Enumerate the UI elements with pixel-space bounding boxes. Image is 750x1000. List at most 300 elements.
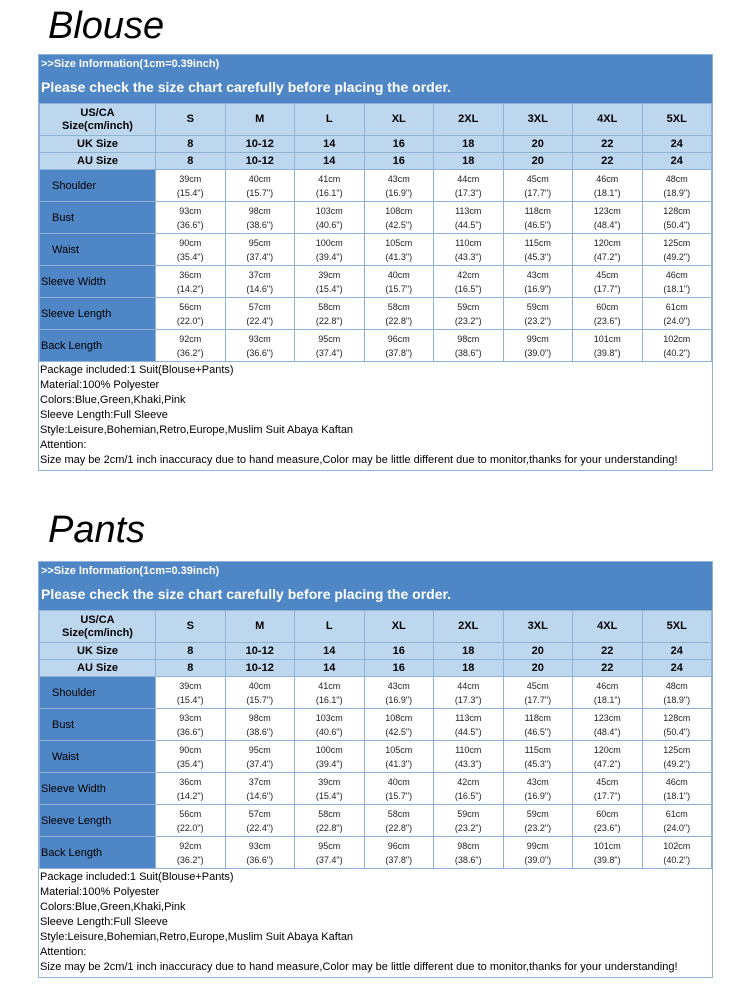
us-size-header-line: Size(cm/inch) — [62, 626, 133, 639]
cm-value: 56cm — [179, 301, 202, 312]
inch-value: (18.9") — [663, 187, 691, 198]
measurement-cell — [573, 837, 643, 869]
measurement-row — [40, 773, 712, 805]
cm-value: 59cm — [526, 301, 549, 312]
cm-value: 115cm — [524, 237, 551, 248]
measurement-cell — [503, 170, 573, 202]
measurement-label — [40, 837, 156, 869]
measurement-cell — [434, 266, 504, 298]
inch-value: (17.7") — [593, 283, 621, 294]
measurement-cell — [642, 330, 712, 362]
cm-value: 98cm — [457, 333, 480, 344]
inch-value: (45.3") — [524, 251, 552, 262]
inch-value: (36.2") — [176, 347, 204, 358]
size-label: 5XL — [642, 104, 712, 136]
uk-size-value: 20 — [503, 643, 573, 660]
measurement-label-text: Sleeve Length — [41, 814, 112, 827]
cm-value: 123cm — [593, 205, 621, 216]
size-label: S — [156, 611, 226, 643]
us-size-row — [40, 104, 712, 136]
size-label: 2XL — [434, 611, 504, 643]
cm-value: 45cm — [526, 173, 549, 184]
cm-value: 98cm — [457, 840, 480, 851]
uk-size-value: 14 — [295, 643, 365, 660]
measurement-row — [40, 330, 712, 362]
product-notes — [39, 362, 712, 470]
cm-value: 39cm — [318, 269, 341, 280]
cm-value: 123cm — [593, 712, 621, 723]
cm-value: 42cm — [457, 269, 480, 280]
cm-value: 90cm — [179, 744, 202, 755]
size-label: 2XL — [434, 104, 504, 136]
au-size-value: 14 — [295, 660, 365, 677]
measurement-row — [40, 170, 712, 202]
cm-value: 105cm — [385, 237, 413, 248]
measurement-cell — [364, 709, 434, 741]
measurement-cell — [503, 298, 573, 330]
measurement-cell — [503, 234, 573, 266]
size-info-heading: >>Size Information(1cm=0.39inch) — [41, 565, 220, 577]
measurement-cell — [225, 677, 295, 709]
inch-value: (14.6") — [246, 283, 274, 294]
measurement-row — [40, 837, 712, 869]
measurement-cell — [503, 266, 573, 298]
inch-value: (46.5") — [524, 219, 552, 230]
cm-value: 102cm — [663, 333, 691, 344]
measurement-cell — [503, 773, 573, 805]
inch-value: (37.4") — [315, 854, 343, 865]
cm-value: 108cm — [385, 205, 413, 216]
inch-value: (16.9") — [524, 283, 552, 294]
inch-value: (16.9") — [385, 694, 413, 705]
inch-value: (40.6") — [315, 219, 343, 230]
inch-value: (24.0") — [663, 315, 691, 326]
inch-value: (37.4") — [246, 758, 274, 769]
measurement-label — [40, 170, 156, 202]
au-size-value: 20 — [503, 660, 573, 677]
uk-size-header: UK Size — [40, 136, 156, 153]
cm-value: 58cm — [387, 808, 410, 819]
inch-value: (22.0") — [176, 822, 204, 833]
au-size-header: AU Size — [40, 153, 156, 170]
cm-value: 46cm — [596, 680, 619, 691]
pants-size-chart — [38, 561, 713, 978]
cm-value: 90cm — [179, 237, 202, 248]
note-line: Attention: — [40, 946, 87, 958]
inch-value: (23.2") — [454, 822, 482, 833]
cm-value: 40cm — [248, 680, 271, 691]
au-size-value: 24 — [642, 660, 712, 677]
inch-value: (23.2") — [524, 315, 552, 326]
cm-value: 118cm — [524, 205, 551, 216]
inch-value: (36.2") — [176, 854, 204, 865]
cm-value: 100cm — [315, 744, 343, 755]
cm-value: 61cm — [665, 301, 688, 312]
measurement-cell — [434, 330, 504, 362]
inch-value: (42.5") — [385, 726, 413, 737]
uk-size-value: 20 — [503, 136, 573, 153]
measurement-cell — [642, 773, 712, 805]
cm-value: 43cm — [387, 173, 410, 184]
measurement-cell — [642, 298, 712, 330]
size-info-banner — [39, 562, 712, 610]
measurement-cell — [573, 677, 643, 709]
cm-value: 95cm — [248, 237, 271, 248]
inch-value: (45.3") — [524, 758, 552, 769]
note-line: Sleeve Length:Full Sleeve — [40, 409, 168, 421]
au-size-value: 8 — [156, 660, 226, 677]
measurement-cell — [295, 837, 365, 869]
note-line: Attention: — [40, 439, 87, 451]
inch-value: (23.6") — [593, 822, 621, 833]
measurement-cell — [503, 330, 573, 362]
measurement-cell — [642, 805, 712, 837]
inch-value: (37.8") — [385, 347, 413, 358]
inch-value: (15.7") — [385, 790, 413, 801]
cm-value: 99cm — [526, 840, 549, 851]
cm-value: 43cm — [526, 776, 549, 787]
us-size-row — [40, 611, 712, 643]
measurement-cell — [503, 202, 573, 234]
note-line: Colors:Blue,Green,Khaki,Pink — [40, 394, 186, 406]
note-line: Material:100% Polyester — [40, 886, 160, 898]
measurement-cell — [434, 741, 504, 773]
au-size-value: 18 — [434, 153, 504, 170]
inch-value: (16.1") — [315, 694, 343, 705]
note-line: Material:100% Polyester — [40, 379, 160, 391]
cm-value: 118cm — [524, 712, 551, 723]
au-size-value: 10-12 — [225, 153, 295, 170]
cm-value: 58cm — [318, 301, 341, 312]
measurement-label — [40, 709, 156, 741]
inch-value: (15.7") — [385, 283, 413, 294]
measurement-cell — [225, 805, 295, 837]
cm-value: 120cm — [593, 237, 621, 248]
measurement-cell — [364, 234, 434, 266]
cm-value: 43cm — [387, 680, 410, 691]
cm-value: 93cm — [179, 205, 202, 216]
blouse-title: Blouse — [48, 5, 165, 47]
measurement-cell — [156, 837, 226, 869]
cm-value: 37cm — [248, 776, 271, 787]
inch-value: (46.5") — [524, 726, 552, 737]
measurement-cell — [295, 298, 365, 330]
inch-value: (36.6") — [246, 347, 274, 358]
measurement-row — [40, 805, 712, 837]
au-size-value: 20 — [503, 153, 573, 170]
measurement-cell — [364, 266, 434, 298]
uk-size-value: 10-12 — [225, 136, 295, 153]
uk-size-value: 14 — [295, 136, 365, 153]
inch-value: (22.4") — [246, 822, 274, 833]
size-label: 3XL — [503, 104, 573, 136]
measurement-cell — [642, 234, 712, 266]
measurement-row — [40, 266, 712, 298]
measurement-label-text: Back Length — [41, 339, 103, 352]
cm-value: 92cm — [179, 333, 202, 344]
measurement-label-text: Waist — [52, 750, 80, 763]
uk-size-value: 10-12 — [225, 643, 295, 660]
inch-value: (41.3") — [385, 758, 413, 769]
measurement-label — [40, 773, 156, 805]
size-info-heading: >>Size Information(1cm=0.39inch) — [41, 58, 220, 70]
measurement-cell — [503, 677, 573, 709]
cm-value: 41cm — [318, 173, 341, 184]
measurement-cell — [156, 741, 226, 773]
measurement-cell — [573, 298, 643, 330]
inch-value: (39.8") — [593, 854, 621, 865]
inch-value: (22.8") — [315, 315, 343, 326]
cm-value: 101cm — [593, 333, 621, 344]
measurement-cell — [225, 202, 295, 234]
cm-value: 45cm — [526, 680, 549, 691]
measurement-cell — [573, 773, 643, 805]
measurement-cell — [225, 709, 295, 741]
us-size-header-line: US/CA — [80, 613, 115, 626]
note-line: Size may be 2cm/1 inch inaccuracy due to hand measure,Color may be little different due to monitor,thanks for your understanding! — [40, 961, 678, 973]
measurement-cell — [156, 330, 226, 362]
cm-value: 96cm — [387, 333, 410, 344]
cm-value: 125cm — [663, 744, 691, 755]
inch-value: (23.2") — [524, 822, 552, 833]
measurement-label-text: Waist — [52, 243, 80, 256]
cm-value: 102cm — [663, 840, 691, 851]
measurement-label-text: Shoulder — [52, 179, 97, 192]
measurement-cell — [434, 773, 504, 805]
measurement-cell — [503, 709, 573, 741]
measurement-cell — [503, 741, 573, 773]
cm-value: 61cm — [665, 808, 688, 819]
measurement-cell — [573, 202, 643, 234]
uk-size-value: 18 — [434, 136, 504, 153]
measurement-cell — [434, 202, 504, 234]
uk-size-value: 8 — [156, 643, 226, 660]
inch-value: (39.0") — [524, 854, 552, 865]
measurement-label-text: Back Length — [41, 846, 103, 859]
cm-value: 128cm — [663, 205, 691, 216]
au-size-header: AU Size — [40, 660, 156, 677]
measurement-cell — [364, 677, 434, 709]
cm-value: 98cm — [248, 712, 271, 723]
inch-value: (17.7") — [524, 694, 552, 705]
measurement-label — [40, 741, 156, 773]
inch-value: (23.6") — [593, 315, 621, 326]
size-label: 5XL — [642, 611, 712, 643]
measurement-row — [40, 741, 712, 773]
au-size-value: 14 — [295, 153, 365, 170]
cm-value: 46cm — [665, 269, 688, 280]
cm-value: 103cm — [315, 712, 343, 723]
measurement-cell — [434, 805, 504, 837]
inch-value: (37.4") — [315, 347, 343, 358]
uk-size-value: 24 — [642, 136, 712, 153]
inch-value: (14.2") — [176, 790, 204, 801]
uk-size-value: 16 — [364, 136, 434, 153]
inch-value: (50.4") — [663, 219, 691, 230]
measurement-cell — [573, 170, 643, 202]
note-line: Package included:1 Suit(Blouse+Pants) — [40, 364, 234, 376]
size-label: XL — [364, 611, 434, 643]
size-label: M — [225, 611, 295, 643]
measurement-cell — [364, 170, 434, 202]
inch-value: (22.0") — [176, 315, 204, 326]
inch-value: (44.5") — [454, 219, 482, 230]
cm-value: 58cm — [318, 808, 341, 819]
measurement-cell — [642, 677, 712, 709]
measurement-cell — [295, 266, 365, 298]
cm-value: 48cm — [665, 680, 688, 691]
au-size-value: 18 — [434, 660, 504, 677]
cm-value: 128cm — [663, 712, 691, 723]
cm-value: 110cm — [455, 744, 482, 755]
measurement-cell — [573, 330, 643, 362]
size-label: 4XL — [573, 611, 643, 643]
cm-value: 100cm — [315, 237, 343, 248]
measurement-cell — [573, 709, 643, 741]
measurement-cell — [295, 805, 365, 837]
inch-value: (37.4") — [246, 251, 274, 262]
size-label: L — [295, 611, 365, 643]
measurement-cell — [434, 837, 504, 869]
inch-value: (35.4") — [176, 251, 204, 262]
size-label: XL — [364, 104, 434, 136]
measurement-cell — [642, 170, 712, 202]
measurement-cell — [156, 773, 226, 805]
inch-value: (22.4") — [246, 315, 274, 326]
inch-value: (35.4") — [176, 758, 204, 769]
cm-value: 58cm — [387, 301, 410, 312]
measurement-cell — [295, 677, 365, 709]
measurement-label-text: Shoulder — [52, 686, 97, 699]
measurement-cell — [156, 266, 226, 298]
cm-value: 46cm — [665, 776, 688, 787]
cm-value: 45cm — [596, 269, 619, 280]
au-size-row — [40, 660, 712, 677]
inch-value: (15.4") — [176, 694, 204, 705]
cm-value: 115cm — [524, 744, 551, 755]
cm-value: 93cm — [248, 840, 271, 851]
inch-value: (49.2") — [663, 251, 691, 262]
inch-value: (16.5") — [454, 283, 482, 294]
inch-value: (36.6") — [176, 219, 204, 230]
cm-value: 39cm — [179, 680, 202, 691]
measurement-cell — [225, 266, 295, 298]
measurement-cell — [364, 837, 434, 869]
cm-value: 59cm — [457, 301, 480, 312]
size-label: L — [295, 104, 365, 136]
inch-value: (48.4") — [593, 726, 621, 737]
cm-value: 36cm — [179, 776, 202, 787]
inch-value: (41.3") — [385, 251, 413, 262]
measurement-cell — [295, 709, 365, 741]
inch-value: (47.2") — [593, 251, 621, 262]
cm-value: 44cm — [457, 680, 480, 691]
au-size-value: 22 — [573, 660, 643, 677]
measurement-label — [40, 202, 156, 234]
cm-value: 95cm — [318, 840, 341, 851]
measurement-row — [40, 298, 712, 330]
us-size-header-line: Size(cm/inch) — [62, 119, 133, 132]
inch-value: (38.6") — [246, 219, 274, 230]
measurement-cell — [642, 709, 712, 741]
measurement-cell — [573, 805, 643, 837]
size-label: 4XL — [573, 104, 643, 136]
inch-value: (39.0") — [524, 347, 552, 358]
cm-value: 59cm — [457, 808, 480, 819]
cm-value: 40cm — [387, 269, 410, 280]
measurement-cell — [295, 741, 365, 773]
inch-value: (38.6") — [246, 726, 274, 737]
cm-value: 57cm — [248, 301, 271, 312]
note-line: Style:Leisure,Bohemian,Retro,Europe,Muslim Suit Abaya Kaftan — [40, 931, 354, 943]
inch-value: (17.7") — [593, 790, 621, 801]
measurement-cell — [225, 298, 295, 330]
measurement-label — [40, 677, 156, 709]
inch-value: (17.3") — [454, 694, 482, 705]
us-size-header — [40, 611, 156, 643]
cm-value: 105cm — [385, 744, 413, 755]
cm-value: 125cm — [663, 237, 691, 248]
measurement-cell — [295, 170, 365, 202]
uk-size-value: 8 — [156, 136, 226, 153]
pants-title: Pants — [48, 509, 146, 551]
uk-size-header: UK Size — [40, 643, 156, 660]
cm-value: 113cm — [455, 712, 482, 723]
uk-size-value: 22 — [573, 643, 643, 660]
size-info-banner — [39, 55, 712, 103]
size-table — [39, 610, 712, 869]
measurement-cell — [156, 234, 226, 266]
inch-value: (16.1") — [315, 187, 343, 198]
size-label: 3XL — [503, 611, 573, 643]
cm-value: 93cm — [248, 333, 271, 344]
cm-value: 40cm — [387, 776, 410, 787]
measurement-cell — [225, 773, 295, 805]
inch-value: (15.4") — [176, 187, 204, 198]
cm-value: 95cm — [318, 333, 341, 344]
inch-value: (36.6") — [176, 726, 204, 737]
cm-value: 45cm — [596, 776, 619, 787]
au-size-value: 16 — [364, 660, 434, 677]
inch-value: (39.8") — [593, 347, 621, 358]
measurement-cell — [364, 773, 434, 805]
inch-value: (16.5") — [454, 790, 482, 801]
size-table — [39, 103, 712, 362]
cm-value: 36cm — [179, 269, 202, 280]
inch-value: (50.4") — [663, 726, 691, 737]
cm-value: 92cm — [179, 840, 202, 851]
note-line: Colors:Blue,Green,Khaki,Pink — [40, 901, 186, 913]
measurement-cell — [642, 202, 712, 234]
uk-size-row — [40, 643, 712, 660]
measurement-label-text: Sleeve Width — [41, 782, 106, 795]
inch-value: (38.6") — [454, 854, 482, 865]
size-label: S — [156, 104, 226, 136]
inch-value: (14.2") — [176, 283, 204, 294]
measurement-cell — [295, 234, 365, 266]
cm-value: 56cm — [179, 808, 202, 819]
measurement-cell — [573, 234, 643, 266]
us-size-header-line: US/CA — [80, 106, 115, 119]
inch-value: (15.7") — [246, 694, 274, 705]
inch-value: (42.5") — [385, 219, 413, 230]
cm-value: 108cm — [385, 712, 413, 723]
inch-value: (36.6") — [246, 854, 274, 865]
note-line: Size may be 2cm/1 inch inaccuracy due to hand measure,Color may be little different due to monitor,thanks for your understanding! — [40, 454, 678, 466]
inch-value: (43.3") — [454, 251, 482, 262]
cm-value: 101cm — [593, 840, 621, 851]
au-size-row — [40, 153, 712, 170]
